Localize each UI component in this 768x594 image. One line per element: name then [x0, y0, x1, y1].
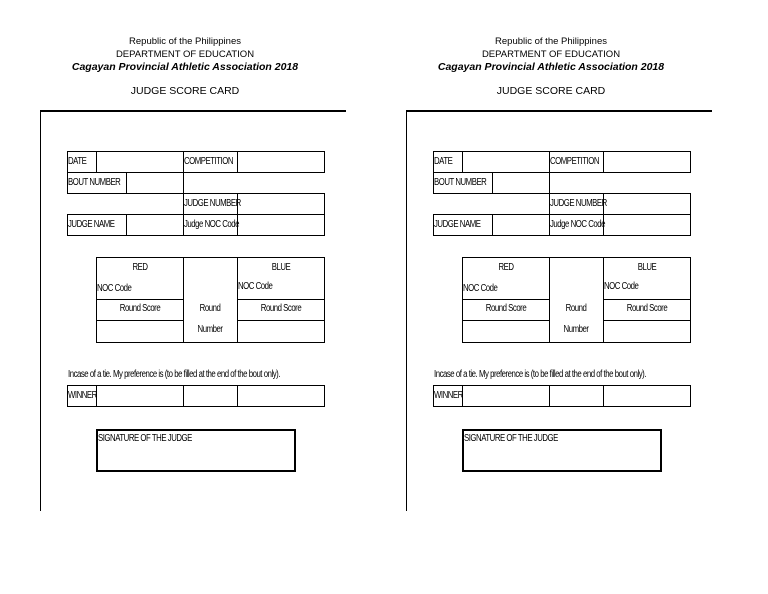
judge-number-field[interactable] — [604, 194, 690, 214]
divider — [237, 299, 325, 300]
department-text: DEPARTMENT OF EDUCATION — [115, 49, 255, 60]
association-text: Cagayan Provincial Athletic Association 2018 — [437, 61, 665, 73]
association-text: Cagayan Provincial Athletic Association 2018 — [71, 61, 299, 73]
judge-number-field[interactable] — [238, 194, 324, 214]
divider — [603, 385, 604, 407]
blue-round-score-label: Round Score — [260, 303, 302, 314]
judge-noc-code-label: Judge NOC Code — [550, 219, 606, 230]
red-round-score-field[interactable] — [463, 321, 549, 342]
divider — [462, 151, 463, 173]
red-label: RED — [498, 262, 514, 273]
top-rule — [406, 110, 712, 112]
number-label: Number — [197, 324, 223, 335]
side-rule — [40, 111, 41, 511]
date-label: DATE — [434, 156, 453, 167]
divider — [549, 257, 550, 343]
competition-field[interactable] — [604, 152, 690, 172]
blue-label: BLUE — [271, 262, 291, 273]
tie-note: Incase of a tie. My preference is (to be filled at the end of the bout only). — [68, 369, 280, 380]
card-title: JUDGE SCORE CARD — [496, 85, 606, 97]
divider — [96, 151, 97, 173]
card-title: JUDGE SCORE CARD — [130, 85, 240, 97]
blue-noc-code-label: NOC Code — [604, 281, 639, 292]
competition-field[interactable] — [238, 152, 324, 172]
competition-label: COMPETITION — [550, 156, 600, 167]
number-label: Number — [563, 324, 589, 335]
judge-noc-code-field[interactable] — [238, 215, 324, 235]
divider — [183, 257, 184, 343]
judge-number-label: JUDGE NUMBER — [550, 198, 607, 209]
top-rule — [40, 110, 346, 112]
divider — [603, 299, 691, 300]
judge-name-label: JUDGE NAME — [434, 219, 481, 230]
judge-name-field[interactable] — [493, 215, 549, 235]
judge-noc-code-field[interactable] — [604, 215, 690, 235]
department-text: DEPARTMENT OF EDUCATION — [481, 49, 621, 60]
judge-number-label: JUDGE NUMBER — [184, 198, 241, 209]
winner-field[interactable] — [97, 386, 183, 406]
republic-text: Republic of the Philippines — [495, 36, 607, 47]
signature-label: SIGNATURE OF THE JUDGE — [98, 433, 192, 444]
divider — [96, 299, 184, 300]
blue-round-score-field[interactable] — [238, 321, 324, 342]
divider — [549, 385, 550, 407]
bout-number-field[interactable] — [127, 173, 183, 193]
red-round-score-label: Round Score — [485, 303, 527, 314]
judge-name-label: JUDGE NAME — [68, 219, 115, 230]
republic-text: Republic of the Philippines — [129, 36, 241, 47]
judge-noc-code-label: Judge NOC Code — [184, 219, 240, 230]
winner-label: WINNER — [434, 390, 463, 401]
blue-round-score-label: Round Score — [626, 303, 668, 314]
date-label: DATE — [68, 156, 87, 167]
divider — [462, 299, 550, 300]
blue-noc-code-label: NOC Code — [238, 281, 273, 292]
red-round-score-label: Round Score — [119, 303, 161, 314]
round-label: Round — [565, 303, 587, 314]
divider — [183, 385, 184, 407]
round-label: Round — [199, 303, 221, 314]
tie-note: Incase of a tie. My preference is (to be filled at the end of the bout only). — [434, 369, 646, 380]
blue-round-score-field[interactable] — [604, 321, 690, 342]
red-round-score-field[interactable] — [97, 321, 183, 342]
bout-number-field[interactable] — [493, 173, 549, 193]
score-card-right — [366, 0, 736, 594]
side-rule — [406, 111, 407, 511]
divider — [237, 385, 238, 407]
judge-name-field[interactable] — [127, 215, 183, 235]
blue-label: BLUE — [637, 262, 657, 273]
red-label: RED — [132, 262, 148, 273]
red-noc-code-label: NOC Code — [463, 283, 498, 294]
bout-number-label: BOUT NUMBER — [434, 177, 487, 188]
competition-label: COMPETITION — [184, 156, 234, 167]
winner-label: WINNER — [68, 390, 97, 401]
red-noc-code-label: NOC Code — [97, 283, 132, 294]
signature-label: SIGNATURE OF THE JUDGE — [464, 433, 558, 444]
score-card-left — [0, 0, 370, 594]
winner-field[interactable] — [463, 386, 549, 406]
bout-number-label: BOUT NUMBER — [68, 177, 121, 188]
